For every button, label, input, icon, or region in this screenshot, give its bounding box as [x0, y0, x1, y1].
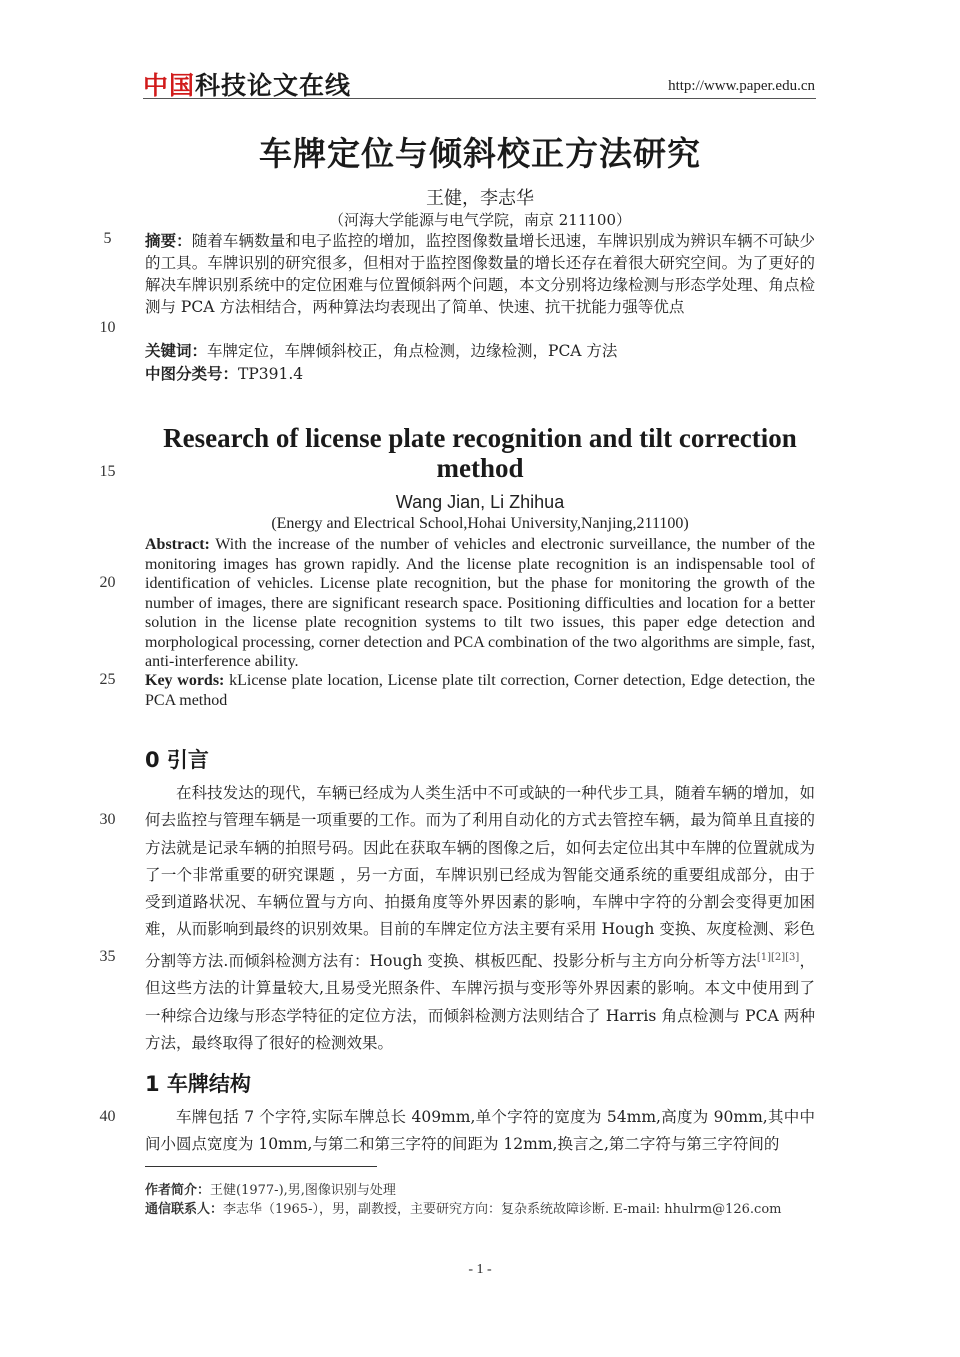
- introduction-text-part1: 在科技发达的现代，车辆已经成为人类生活中不可或缺的一种代步工具，随着车辆的增加，如何去监控与管理车辆是一项重要的工作。而为了利用自动化的方式去管控车辆，最为简单且直接的方法就是记录车辆的拍照号码。因此在获取车辆的图像之后，如何去定位出其中车牌的位置就成为了一个非常重要的研究课题 ，另一方面，车牌识别已经成为智能交通系统的重要组成部分，由于受到道路状况、车辆位置与方向、拍摄角度等外界因素的影响，车牌中字符的分割会变得更加困难，从而影响到最终的识别效果。目前的车牌定位方法主要有采用 Hough 变换、灰度检测、彩色分割等方法.而倾斜检测方法有：Hough 变换、棋板匹配、投影分析与主方向分析等方法: [145, 784, 815, 970]
- footnote-divider: [145, 1166, 377, 1167]
- keywords-cn-text: 车牌定位，车牌倾斜校正，角点检测，边缘检测，PCA 方法: [207, 342, 618, 360]
- logo-red-text: 中国: [143, 71, 196, 100]
- footnote-contact: [145, 1198, 825, 1217]
- keywords-en: [145, 671, 815, 710]
- section-heading-introduction: 0 引言: [145, 748, 209, 772]
- line-number: 35: [99, 948, 116, 965]
- section-introduction-body: [145, 780, 815, 1057]
- line-number: 5: [103, 230, 112, 247]
- introduction-text-part2: ，但这些方法的计算量较大,且易受光照条件、车牌污损与变形等外界因素的影响。本文中使用到了一种综合边缘与形态学特征的定位方法，而倾斜检测方法则结合了 Harris 角点检测与 PCA 两种方法，最终取得了很好的检测效果。: [145, 951, 815, 1052]
- abstract-cn: [145, 230, 815, 318]
- paper-title-cn: 车牌定位与倾斜校正方法研究: [259, 134, 701, 173]
- line-number: 15: [99, 463, 116, 480]
- footnote-contact-text: 李志华（1965-），男，副教授，主要研究方向：复杂系统故障诊断. E-mail: hhulrm@126.com: [223, 1202, 782, 1217]
- authors-en: Wang Jian, Li Zhihua: [395, 492, 565, 512]
- header-divider: [143, 98, 816, 99]
- page-number: - 1 -: [468, 1262, 492, 1277]
- classification-cn-text: TP391.4: [238, 365, 304, 383]
- logo-dark-text: 科技论文在线: [195, 71, 352, 100]
- classification-cn: [145, 363, 815, 385]
- abstract-en-label: Abstract:: [145, 536, 210, 553]
- keywords-en-text: kLicense plate location, License plate tilt correction, Corner detection, Edge detection, the PCA method: [145, 672, 815, 709]
- paper-title-en: Research of license plate recognition and tilt correction method: [163, 423, 797, 483]
- authors-cn: 王健，李志华: [426, 188, 534, 209]
- abstract-en: [145, 535, 815, 672]
- line-number: 25: [99, 671, 116, 688]
- affiliation-cn: （河海大学能源与电气学院，南京 211100）: [328, 211, 632, 229]
- citation-marker[interactable]: [1][2][3]: [756, 951, 800, 963]
- line-number: 20: [99, 574, 116, 591]
- footnote-author-text: 王健(1977-),男,图像识别与处理: [210, 1183, 396, 1198]
- line-number: 30: [99, 811, 116, 828]
- abstract-cn-text: 随着车辆数量和电子监控的增加，监控图像数量增长迅速，车牌识别成为辨识车辆不可缺少的工具。车牌识别的研究很多，但相对于监控图像数量的增长还存在着很大研究空间。为了更好的解决车牌识别系统中的定位困难与位置倾斜两个问题，本文分别将边缘检测与形态学处理、角点检测与 PCA 方法相结合，两种算法均表现出了简单、快速、抗干扰能力强等优点: [145, 232, 815, 316]
- abstract-cn-label: 摘要：: [145, 232, 192, 250]
- line-number: 10: [99, 319, 116, 336]
- footnote-author: [145, 1179, 825, 1198]
- section-plate-structure-body: 车牌包括 7 个字符,实际车牌总长 409mm,单个字符的宽度为 54mm,高度为 90mm,其中中间小圆点宽度为 10mm,与第二和第三字符的间距为 12mm,换言之,第二字符与第三字符间的: [145, 1108, 815, 1154]
- site-logo: [143, 66, 351, 102]
- keywords-en-label: Key words:: [145, 672, 225, 689]
- site-url[interactable]: http://www.paper.edu.cn: [668, 78, 815, 94]
- footnote-contact-label: 通信联系人：: [145, 1202, 224, 1217]
- abstract-en-text: With the increase of the number of vehicles and electronic surveillance, the number of the monitoring images has grown rapidly. And the license plate recognition is an indispensable tool of identification of vehicles. License plate recognition, but the phase for monitoring the growth of the number of images, there are significant research space. Positioning difficulties and location for a better solution in the license plate recognition systems to tilt two issues, this paper edge detection and morphological processing, corner detection and PCA combination of the two algorithms are simple, fast, anti-interference ability.: [145, 536, 815, 670]
- keywords-cn: [145, 340, 815, 362]
- classification-cn-label: 中图分类号：: [145, 365, 239, 383]
- footnote-author-label: 作者简介：: [145, 1183, 211, 1198]
- keywords-cn-label: 关键词：: [145, 342, 208, 360]
- affiliation-en: (Energy and Electrical School,Hohai University,Nanjing,211100): [271, 515, 689, 532]
- line-number: 40: [99, 1108, 116, 1125]
- section-heading-plate-structure: 1 车牌结构: [145, 1072, 251, 1096]
